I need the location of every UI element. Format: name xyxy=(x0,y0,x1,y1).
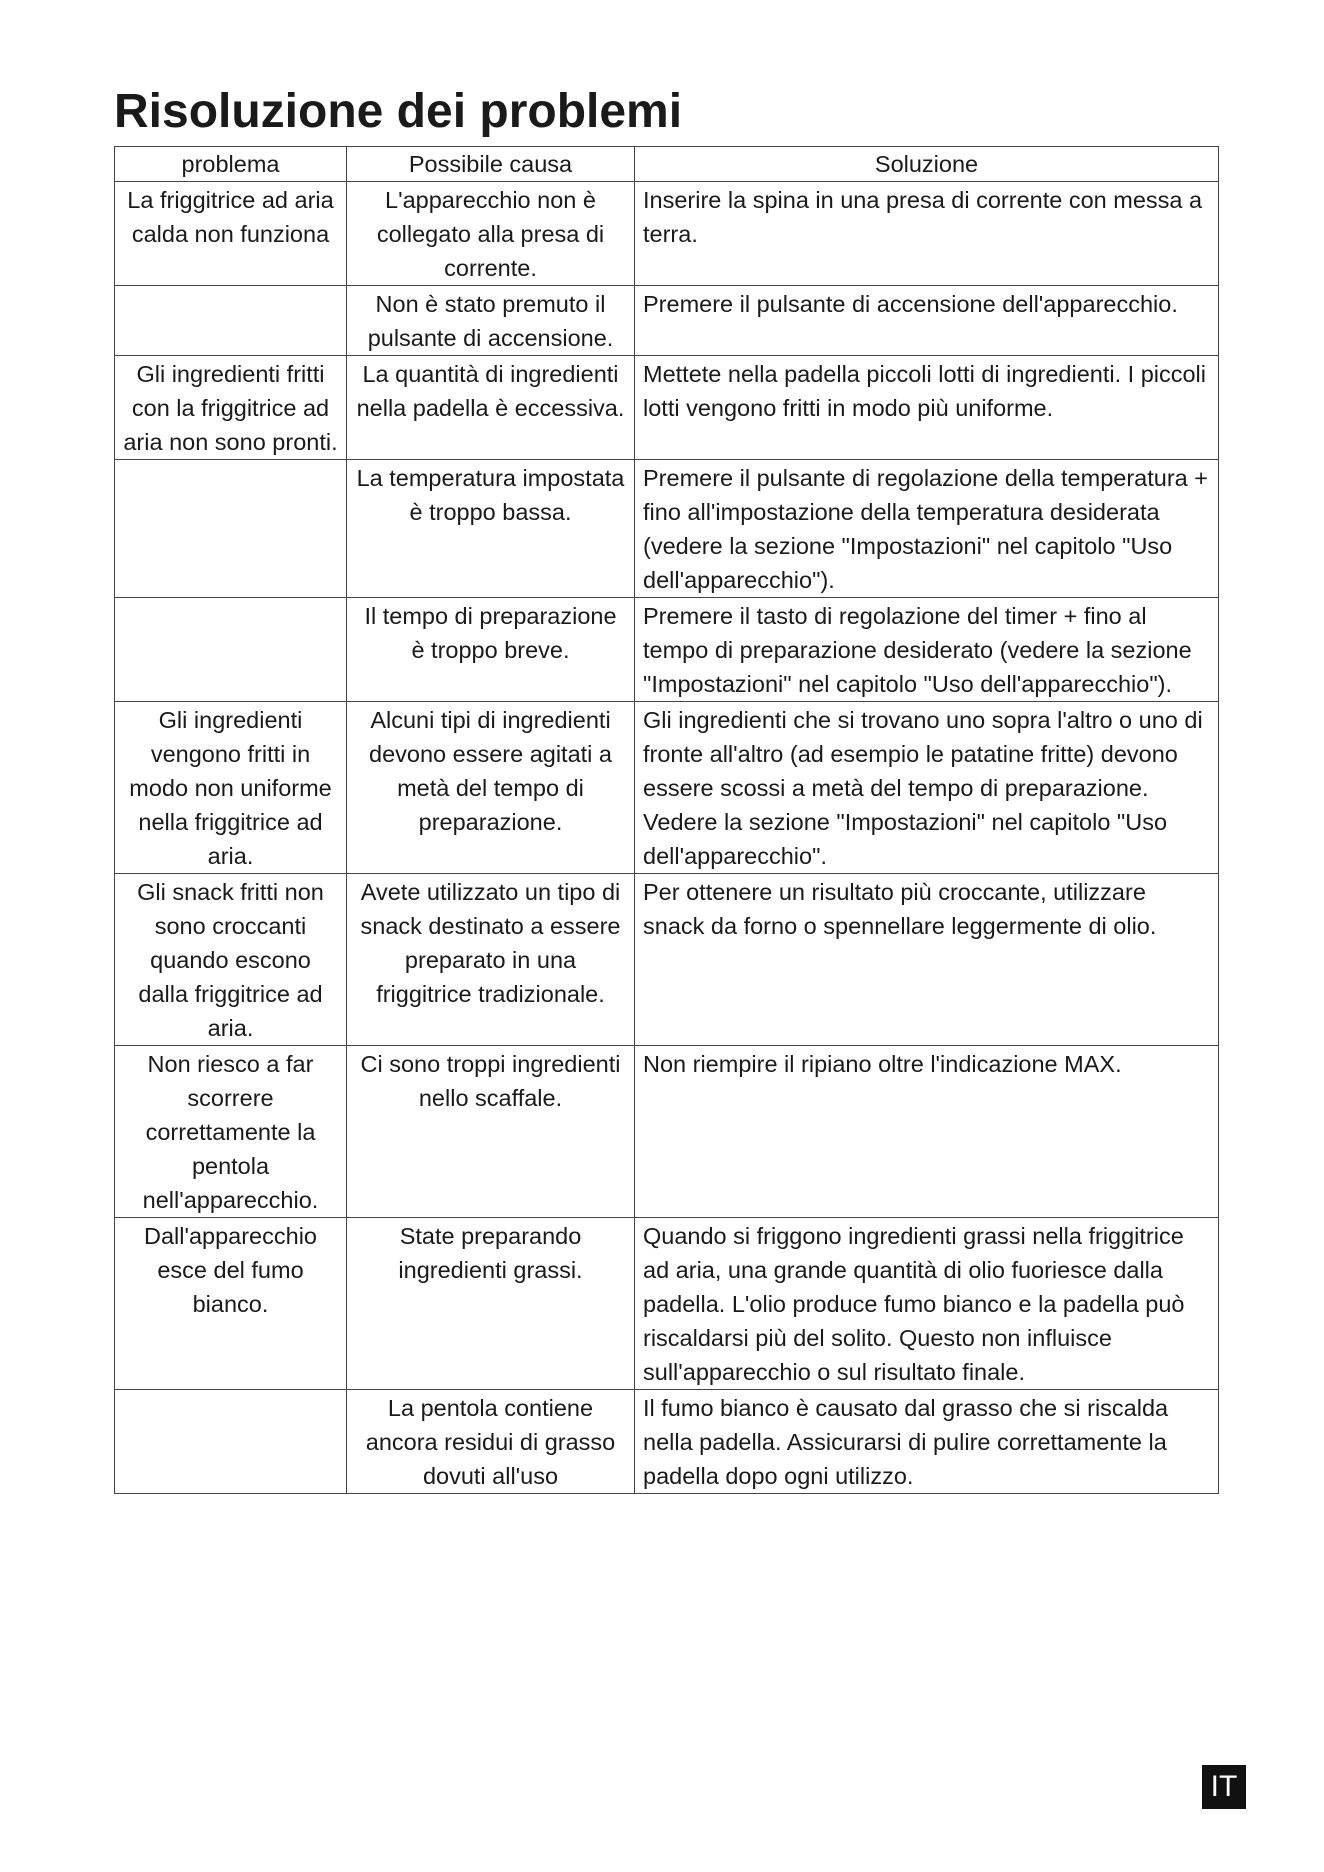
header-problem: problema xyxy=(115,147,347,182)
cause-cell: State preparando ingredienti grassi. xyxy=(347,1218,635,1390)
cause-cell: Avete utilizzato un tipo di snack destinato a essere preparato in una friggitrice tradizionale. xyxy=(347,874,635,1046)
cause-cell: La temperatura impostata è troppo bassa. xyxy=(347,460,635,598)
problem-cell: La friggitrice ad aria calda non funziona xyxy=(115,182,347,286)
cause-cell: L'apparecchio non è collegato alla presa di corrente. xyxy=(347,182,635,286)
solution-cell: Non riempire il ripiano oltre l'indicazione MAX. xyxy=(635,1046,1219,1218)
cause-cell: Ci sono troppi ingredienti nello scaffale. xyxy=(347,1046,635,1218)
table-header-row xyxy=(115,147,1219,182)
solution-cell: Mettete nella padella piccoli lotti di ingredienti. I piccoli lotti vengono fritti in modo più uniforme. xyxy=(635,356,1219,460)
solution-cell: Il fumo bianco è causato dal grasso che si riscalda nella padella. Assicurarsi di pulire correttamente la padella dopo ogni utilizzo. xyxy=(635,1390,1219,1494)
page-title: Risoluzione dei problemi xyxy=(114,85,683,138)
problem-cell xyxy=(115,598,347,702)
problem-cell xyxy=(115,286,347,356)
solution-cell: Premere il pulsante di regolazione della temperatura + fino all'impostazione della temperatura desiderata (vedere la sezione "Impostazioni" nel capitolo "Uso dell'apparecchio"). xyxy=(635,460,1219,598)
solution-cell: Quando si friggono ingredienti grassi nella friggitrice ad aria, una grande quantità di olio fuoriesce dalla padella. L'olio produce fumo bianco e la padella può riscaldarsi più del solito. Questo non influisce sull'apparecchio o sul risultato finale. xyxy=(635,1218,1219,1390)
problem-cell: Gli ingredienti vengono fritti in modo non uniforme nella friggitrice ad aria. xyxy=(115,702,347,874)
problem-cell: Non riesco a far scorrere correttamente la pentola nell'apparecchio. xyxy=(115,1046,347,1218)
cause-cell: La quantità di ingredienti nella padella è eccessiva. xyxy=(347,356,635,460)
header-cause: Possibile causa xyxy=(347,147,635,182)
solution-cell: Gli ingredienti che si trovano uno sopra l'altro o uno di fronte all'altro (ad esempio le patatine fritte) devono essere scossi a metà del tempo di preparazione. Vedere la sezione "Impostazioni" nel capitolo "Uso dell'apparecchio". xyxy=(635,702,1219,874)
table-row xyxy=(115,702,1219,874)
table-row xyxy=(115,182,1219,286)
table-row xyxy=(115,598,1219,702)
cause-cell: La pentola contiene ancora residui di grasso dovuti all'uso xyxy=(347,1390,635,1494)
language-badge: IT xyxy=(1202,1765,1246,1809)
table-row xyxy=(115,1390,1219,1494)
table-row xyxy=(115,1046,1219,1218)
cause-cell: Il tempo di preparazione è troppo breve. xyxy=(347,598,635,702)
problem-cell: Gli snack fritti non sono croccanti quando escono dalla friggitrice ad aria. xyxy=(115,874,347,1046)
solution-cell: Inserire la spina in una presa di corrente con messa a terra. xyxy=(635,182,1219,286)
solution-cell: Premere il pulsante di accensione dell'apparecchio. xyxy=(635,286,1219,356)
problem-cell xyxy=(115,460,347,598)
header-solution: Soluzione xyxy=(635,147,1219,182)
table-row xyxy=(115,874,1219,1046)
cause-cell: Non è stato premuto il pulsante di accensione. xyxy=(347,286,635,356)
table-row xyxy=(115,286,1219,356)
cause-cell: Alcuni tipi di ingredienti devono essere agitati a metà del tempo di preparazione. xyxy=(347,702,635,874)
problem-cell xyxy=(115,1390,347,1494)
troubleshooting-table xyxy=(114,146,1219,1494)
problem-cell: Dall'apparecchio esce del fumo bianco. xyxy=(115,1218,347,1390)
solution-cell: Per ottenere un risultato più croccante, utilizzare snack da forno o spennellare leggermente di olio. xyxy=(635,874,1219,1046)
solution-cell: Premere il tasto di regolazione del timer + fino al tempo di preparazione desiderato (vedere la sezione "Impostazioni" nel capitolo "Uso dell'apparecchio"). xyxy=(635,598,1219,702)
problem-cell: Gli ingredienti fritti con la friggitrice ad aria non sono pronti. xyxy=(115,356,347,460)
table-row xyxy=(115,460,1219,598)
table-row xyxy=(115,1218,1219,1390)
table-row xyxy=(115,356,1219,460)
